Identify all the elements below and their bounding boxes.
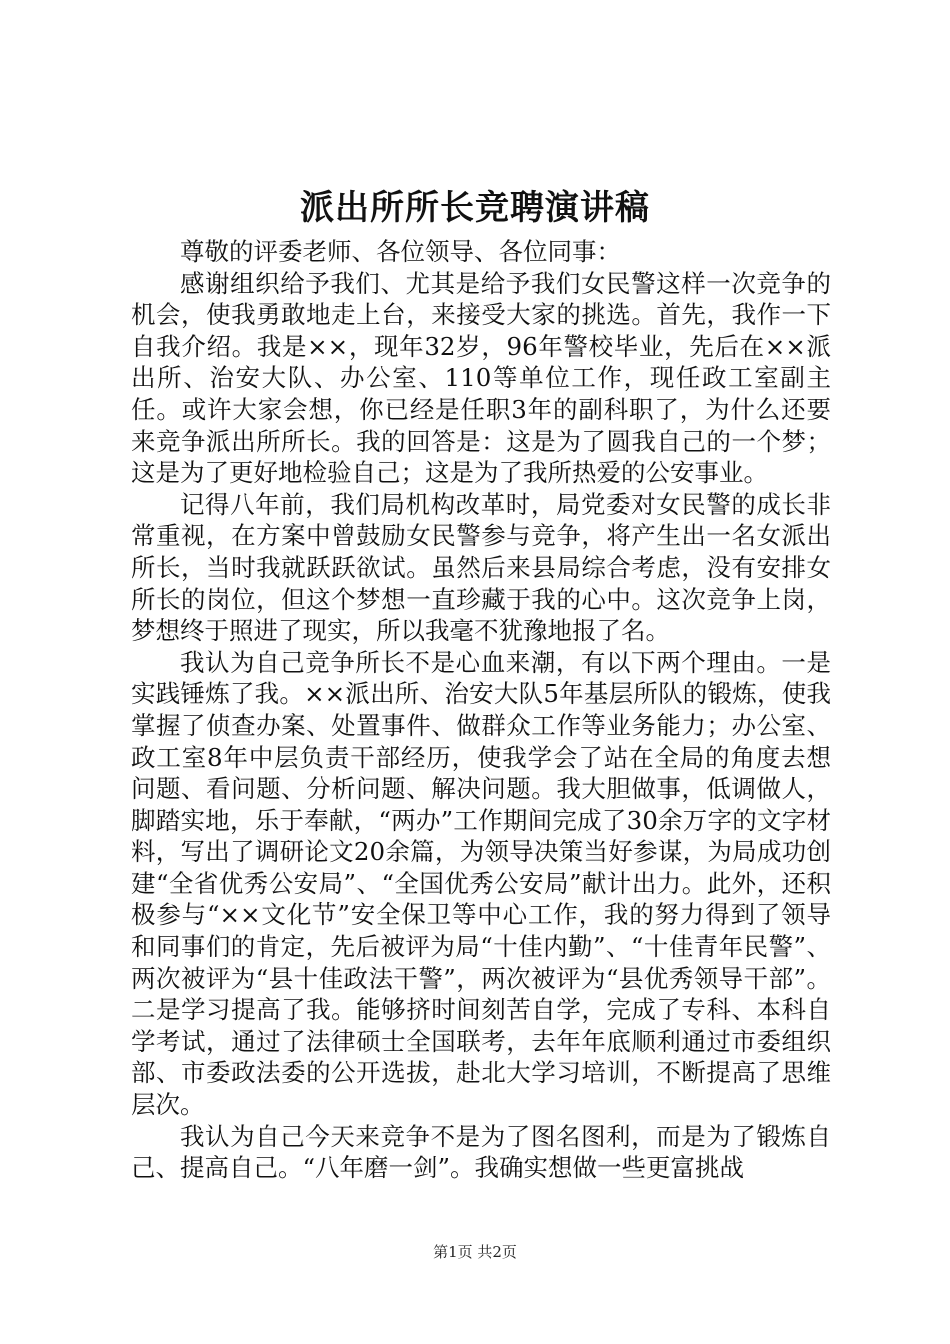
background-paragraph: 记得八年前，我们局机构改革时，局党委对女民警的成长非常重视，在方案中曾鼓励女民警参与竞争，将产生出一名女派出所长，当时我就跃跃欲试。虽然后来县局综合考虑，没有安排女所长的岗位，但这个梦想一直珍藏于我的心中。这次竞争上岗，梦想终于照进了现实，所以我毫不犹豫地报了名。: [131, 489, 831, 646]
document-body: [131, 236, 831, 1184]
reasons-paragraph: 我认为自己竞争所长不是心血来潮，有以下两个理由。一是实践锤炼了我。××派出所、治安大队5年基层所队的锻炼，使我掌握了侦查办案、处置事件、做群众工作等业务能力；办公室、政工室8年中层负责干部经历，使我学会了站在全局的角度去想问题、看问题、分析问题、解决问题。我大胆做事，低调做人，脚踏实地，乐于奉献，“两办”工作期间完成了30余万字的文字材料，写出了调研论文20余篇，为领导决策当好参谋，为局成功创建“全省优秀公安局”、“全国优秀公安局”献计出力。此外，还积极参与“××文化节”安全保卫等中心工作，我的努力得到了领导和同事们的肯定，先后被评为局“十佳内勤”、“十佳青年民警”、两次被评为“县十佳政法干警”，两次被评为“县优秀领导干部”。二是学习提高了我。能够挤时间刻苦自学，完成了专科、本科自学考试，通过了法律硕士全国联考，去年年底顺利通过市委组织部、市委政法委的公开选拔，赴北大学习培训，不断提高了思维层次。: [131, 647, 831, 1120]
document-title: 派出所所长竞聘演讲稿: [300, 188, 650, 228]
motivation-paragraph: 我认为自己今天来竞争不是为了图名图利，而是为了锻炼自己、提高自己。“八年磨一剑”。我确实想做一些更富挑战: [131, 1121, 831, 1183]
introduction-paragraph: 感谢组织给予我们、尤其是给予我们女民警这样一次竞争的机会，使我勇敢地走上台，来接受大家的挑选。首先，我作一下自我介绍。我是××，现年32岁，96年警校毕业，先后在××派出所、治安大队、办公室、110等单位工作，现任政工室副主任。或许大家会想，你已经是任职3年的副科职了，为什么还要来竞争派出所所长。我的回答是：这是为了圆我自己的一个梦；这是为了更好地检验自己；这是为了我所热爱的公安事业。: [131, 268, 831, 488]
page-number-footer: 第1页 共2页: [433, 1243, 517, 1261]
salutation-paragraph: 尊敬的评委老师、各位领导、各位同事：: [180, 237, 621, 266]
